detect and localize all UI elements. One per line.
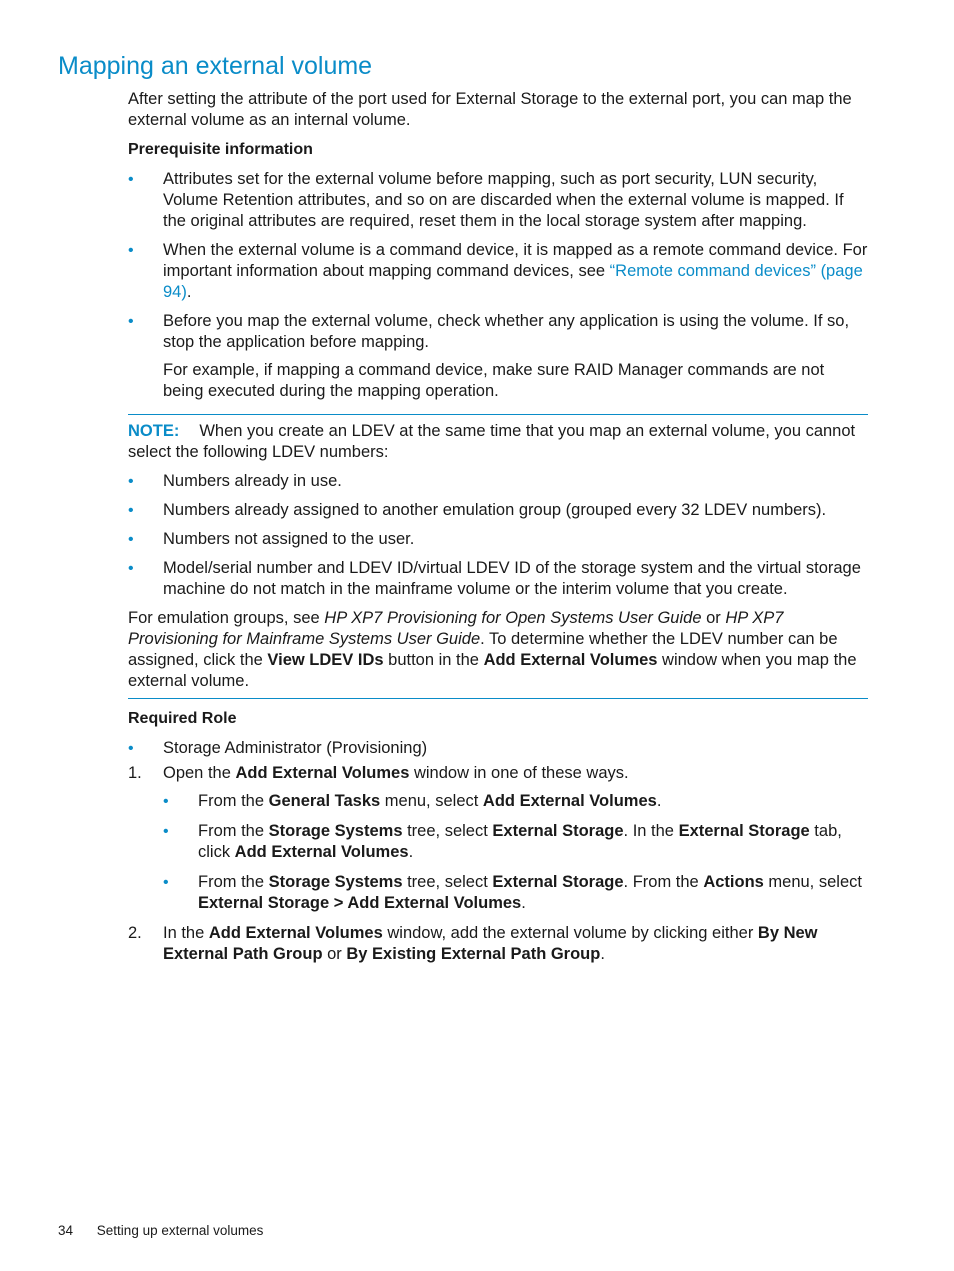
prerequisite-item-2: • When the external volume is a command device, it is mapped as a remote command device. For important information about mapping command devices, see “Remote command devices” (page 94). <box>163 241 868 301</box>
prerequisite-item-3: • Before you map the external volume, check whether any application is using the volume. If so, stop the application before mapping. <box>163 312 850 351</box>
guide-title-open-systems: HP XP7 Provisioning for Open Systems User Guide <box>324 609 702 627</box>
note-label: NOTE: <box>128 422 180 440</box>
list-item: • Storage Administrator (Provisioning) <box>128 738 868 759</box>
add-external-volumes-label: Add External Volumes <box>483 651 658 669</box>
list-item: • From the Storage Systems tree, select External Storage. From the Actions menu, select External Storage > Add External Volumes. <box>163 872 868 914</box>
step-1: 1. Open the Add External Volumes window in one of these ways. • From the General Tasks menu, select Add External Volumes. • From the Storage Systems tree, select External Storage. In the External Storage tab, click Add External Volumes. • From the Storage Systems tree, select External Storage. From the Actions menu, select External Storage > Add External Volumes. <box>128 763 868 914</box>
prerequisite-item-3-example: For example, if mapping a command device, make sure RAID Manager commands are not being executed during the mapping operation. <box>163 361 825 400</box>
role-list <box>128 738 868 759</box>
guide-title-mainframe: HP XP7 Provisioning for Mainframe Systems User Guide <box>128 609 784 648</box>
step-1-options <box>163 791 868 914</box>
list-item: • From the Storage Systems tree, select External Storage. In the External Storage tab, click Add External Volumes. <box>163 821 868 863</box>
page-footer <box>58 1223 263 1238</box>
note-list <box>128 471 868 600</box>
note-box <box>128 414 868 699</box>
step-number: 2. <box>128 924 142 942</box>
page-number: 34 <box>58 1223 74 1238</box>
list-item: • From the General Tasks menu, select Add External Volumes. <box>163 791 868 812</box>
list-item <box>128 169 868 232</box>
prerequisite-list <box>128 169 868 402</box>
list-item: • Numbers already in use. <box>128 471 868 492</box>
required-role-heading: Required Role <box>128 710 237 727</box>
prerequisite-heading: Prerequisite information <box>128 141 313 158</box>
list-item <box>128 311 868 402</box>
list-item: • Numbers not assigned to the user. <box>128 529 868 550</box>
list-item: • Model/serial number and LDEV ID/virtual LDEV ID of the storage system and the virtual storage machine do not match in the mainframe volume or the interim volume that you create. <box>128 558 868 600</box>
footer-section-title: Setting up external volumes <box>96 1223 264 1238</box>
procedure-steps <box>128 763 868 965</box>
view-ldev-ids-label: View LDEV IDs <box>267 651 384 669</box>
document-body <box>128 89 868 971</box>
note-intro: NOTE: When you create an LDEV at the same time that you map an external volume, you cannot select the following LDEV numbers: <box>128 422 856 461</box>
list-item <box>128 240 868 303</box>
remote-command-devices-link[interactable]: “Remote command devices” (page 94) <box>163 262 863 301</box>
intro-paragraph: After setting the attribute of the port used for External Storage to the external port, you can map the external volume as an internal volume. <box>128 90 852 129</box>
list-item: • Numbers already assigned to another emulation group (grouped every 32 LDEV numbers). <box>128 500 868 521</box>
page-title: Mapping an external volume <box>58 52 373 80</box>
prerequisite-item-1: • Attributes set for the external volume before mapping, such as port security, LUN security, Volume Retention attributes, and so on are discarded when the external volume is mapped. If the original attributes are required, reset them in the local storage system after mapping. <box>163 170 844 230</box>
emulation-groups-paragraph: For emulation groups, see HP XP7 Provisioning for Open Systems User Guide or HP XP7 Provisioning for Mainframe Systems User Guide. To determine whether the LDEV number can be assigned, click the View LDEV IDs button in the Add External Volumes window when you map the external volume. <box>128 609 857 690</box>
step-number: 1. <box>128 764 142 782</box>
step-2: 2. In the Add External Volumes window, add the external volume by clicking either By New External Path Group or By Existing External Path Group. <box>128 924 818 963</box>
